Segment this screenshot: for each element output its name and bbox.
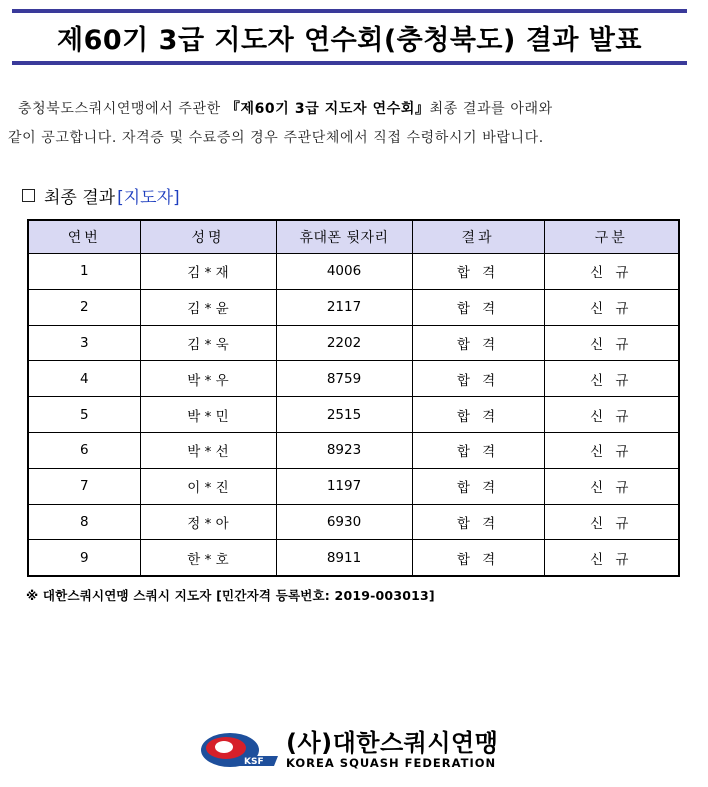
cell-result: 합 격 bbox=[412, 397, 544, 433]
table-body bbox=[28, 254, 679, 577]
cell-number: 1 bbox=[28, 254, 140, 290]
cell-category: 신 규 bbox=[544, 361, 679, 397]
footnote: ※ 대한스쿼시연맹 스쿼시 지도자 [민간자격 등록번호: 2019-003013] bbox=[26, 588, 435, 603]
column-header-result: 결과 bbox=[412, 220, 544, 254]
page-title: 제60기 3급 지도자 연수회(충청북도) 결과 발표 bbox=[57, 24, 642, 56]
table-row bbox=[28, 504, 679, 540]
intro-text-after: 최종 결과를 아래와 bbox=[429, 101, 553, 117]
cell-name: 한 * 호 bbox=[140, 540, 276, 576]
intro-paragraph bbox=[0, 95, 708, 153]
cell-result: 합 격 bbox=[412, 254, 544, 290]
federation-logo bbox=[200, 725, 510, 775]
cell-phone: 6930 bbox=[276, 504, 412, 540]
table-row bbox=[28, 540, 679, 576]
cell-number: 9 bbox=[28, 540, 140, 576]
table-header-row bbox=[28, 220, 679, 254]
table-row bbox=[28, 254, 679, 290]
checkbox-icon bbox=[22, 189, 35, 202]
column-header-name: 성명 bbox=[140, 220, 276, 254]
table-row bbox=[28, 468, 679, 504]
cell-number: 7 bbox=[28, 468, 140, 504]
cell-name: 김 * 재 bbox=[140, 254, 276, 290]
cell-category: 신 규 bbox=[544, 540, 679, 576]
intro-line-1 bbox=[0, 95, 708, 124]
cell-category: 신 규 bbox=[544, 432, 679, 468]
cell-name: 박 * 우 bbox=[140, 361, 276, 397]
cell-name: 이 * 진 bbox=[140, 468, 276, 504]
cell-category: 신 규 bbox=[544, 254, 679, 290]
cell-name: 김 * 욱 bbox=[140, 325, 276, 361]
cell-number: 2 bbox=[28, 289, 140, 325]
cell-phone: 2515 bbox=[276, 397, 412, 433]
cell-result: 합 격 bbox=[412, 325, 544, 361]
table-row bbox=[28, 325, 679, 361]
intro-line-2: 같이 공고합니다. 자격증 및 수료증의 경우 주관단체에서 직접 수령하시기 바랍니다. bbox=[8, 130, 544, 146]
cell-name: 박 * 민 bbox=[140, 397, 276, 433]
ksf-emblem-icon bbox=[200, 730, 280, 770]
cell-phone: 8923 bbox=[276, 432, 412, 468]
cell-name: 김 * 윤 bbox=[140, 289, 276, 325]
cell-result: 합 격 bbox=[412, 468, 544, 504]
cell-result: 합 격 bbox=[412, 432, 544, 468]
table-row bbox=[28, 432, 679, 468]
cell-category: 신 규 bbox=[544, 468, 679, 504]
logo-english-name: KOREA SQUASH FEDERATION bbox=[286, 756, 497, 770]
logo-badge-text: KSF bbox=[244, 757, 264, 767]
cell-result: 합 격 bbox=[412, 504, 544, 540]
cell-result: 합 격 bbox=[412, 289, 544, 325]
logo-wordmark bbox=[286, 730, 498, 770]
table-row bbox=[28, 289, 679, 325]
cell-phone: 1197 bbox=[276, 468, 412, 504]
cell-category: 신 규 bbox=[544, 397, 679, 433]
cell-phone: 4006 bbox=[276, 254, 412, 290]
cell-category: 신 규 bbox=[544, 504, 679, 540]
cell-number: 5 bbox=[28, 397, 140, 433]
title-banner bbox=[12, 9, 687, 65]
cell-result: 합 격 bbox=[412, 540, 544, 576]
results-table bbox=[27, 219, 680, 577]
cell-result: 합 격 bbox=[412, 361, 544, 397]
table-row bbox=[28, 361, 679, 397]
cell-name: 정 * 아 bbox=[140, 504, 276, 540]
cell-phone: 8759 bbox=[276, 361, 412, 397]
cell-number: 4 bbox=[28, 361, 140, 397]
column-header-phone: 휴대폰 뒷자리 bbox=[276, 220, 412, 254]
event-name: 『제60기 3급 지도자 연수회』 bbox=[225, 101, 430, 117]
cell-category: 신 규 bbox=[544, 325, 679, 361]
cell-category: 신 규 bbox=[544, 289, 679, 325]
intro-text-before: 충청북도스쿼시연맹에서 주관한 bbox=[18, 101, 226, 117]
cell-phone: 2202 bbox=[276, 325, 412, 361]
cell-number: 3 bbox=[28, 325, 140, 361]
section-heading bbox=[22, 183, 180, 208]
table-row bbox=[28, 397, 679, 433]
column-header-number: 연번 bbox=[28, 220, 140, 254]
cell-name: 박 * 선 bbox=[140, 432, 276, 468]
section-label: 최종 결과 bbox=[44, 188, 116, 208]
cell-phone: 8911 bbox=[276, 540, 412, 576]
section-sublabel: [지도자] bbox=[117, 188, 180, 208]
cell-phone: 2117 bbox=[276, 289, 412, 325]
cell-number: 8 bbox=[28, 504, 140, 540]
logo-korean-name: (사)대한스쿼시연맹 bbox=[286, 729, 499, 757]
cell-number: 6 bbox=[28, 432, 140, 468]
column-header-category: 구분 bbox=[544, 220, 679, 254]
